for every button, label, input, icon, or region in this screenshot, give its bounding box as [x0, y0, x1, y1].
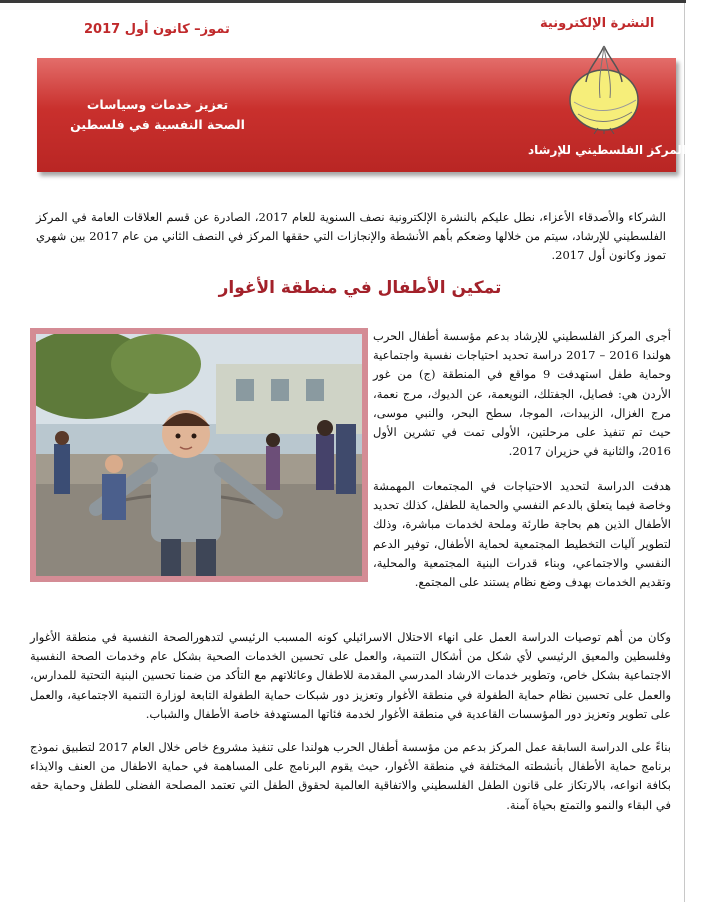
article-title: تمكين الأطفال في منطقة الأغوار [218, 278, 502, 298]
children-playing-photo [36, 334, 362, 576]
top-rule [0, 0, 686, 3]
article-paragraph-3: وكان من أهم توصيات الدراسة العمل على انهاء الاحتلال الاسرائيلي كونه المسبب الرئيسي لتدهورالصحة النفسية في منطقة الأغوار وفلسطين والمعيق الرئيسي لأي شكل من أشكال التنمية، والعمل على تحسين الخدمات الصحية بشكل عام وخدمات الصحة النفسية الاجتماعية بشكل خاص، وتطوير خدمات الارشاد المدرسي المقدمة للاطفال وعائلاتهم مع التأكد من ضمنا تحسين البنية التحتية للمدارس، والعمل على تحسين نظام حماية الطفولة في منطقة الأغوار وتعزيز دور شبكات حماية الطفولة التابعة لوزارة التنمية الاجتماعية، والعمل على تطوير وتعزيز دور المؤسسات القاعدية في منطقة الأغوار لخدمة فئاتها المستهدفة خاصة الأطفال والشباب. [30, 630, 671, 721]
article-paragraph-1: أجرى المركز الفلسطيني للإرشاد بدعم مؤسسة أطفال الحرب هولندا 2016 – 2017 دراسة تحديد احتياجات نفسية واجتماعية وحماية طفل استهدفت 9 مواقع في المنطقة (ج) من غور الأردن هي: فصايل، الجفتلك، النويعمة، عن الديوك، مرج نعمة، مرج الغزال، الزبيدات، الموجا، سطح البحر، والنبي موسى، حيث تم تنفيذ على مرحلتين، الأولى تمت في تشرين الأول 2016، والثانية في حزيران 2017. [373, 329, 671, 459]
onion-logo-icon [558, 38, 650, 134]
intro-paragraph: الشركاء والأصدقاء الأعزاء، نطل عليكم بالنشرة الإلكترونية نصف السنوية للعام 2017، الصادرة عن قسم العلاقات العامة في المركز الفلسطيني للإرشاد، سيتم من خلالها وضعكم بأهم الأنشطة والإنجازات التي حققها المركز في النصف الثاني من عام 2017 بين شهري تموز وكانون أول 2017. [36, 210, 666, 262]
date-range: تموز– كانون أول 2017 [84, 22, 230, 37]
article-paragraph-2: هدفت الدراسة لتحديد الاحتياجات في المجتمعات المهمشة وخاصة فيما يتعلق بالدعم النفسي والحماية للطفل، كذلك تحديد الأطفال الذين هم بحاجة طارئة وملحة لخدمات مباشرة، وذلك لتطوير آليات التخطيط المجتمعية لحماية الأطفال، توفير الدعم النفسي والاجتماعي، وبناء قدرات البنية المجتمعية والمحلية، وتقديم الخدمات بهدف وضع نظام يستند على المجتمع. [373, 479, 671, 590]
newsletter-title: النشرة الإلكترونية [540, 16, 655, 31]
article-paragraph-4: بناءً على الدراسة السابقة عمل المركز بدعم من مؤسسة أطفال الحرب هولندا على تنفيذ مشروع خاص خلال العام 2017 لتطبيق نموذج برنامج حماية الأطفال بأنشطته المختلفة في منطقة الأغوار، حيث يقوم البرنامج على المساهمة في حماية الاطفال من العنف والايذاء بكافة انواعه، بالارتكاز على قانون الطفل الفلسطيني والاتفاقية العالمية لحقوق الطفل التي تعتمد المصلحة الفضلى للطفل وحماية حقه في البقاء والنمو والتمتع بحياة آمنة. [30, 740, 671, 812]
organization-name: المركز الفلسطيني للإرشاد [528, 143, 686, 157]
banner-headline: تعزيز خدمات وسياسات الصحة النفسية في فلسطين [70, 97, 245, 132]
article-photo [30, 328, 368, 582]
